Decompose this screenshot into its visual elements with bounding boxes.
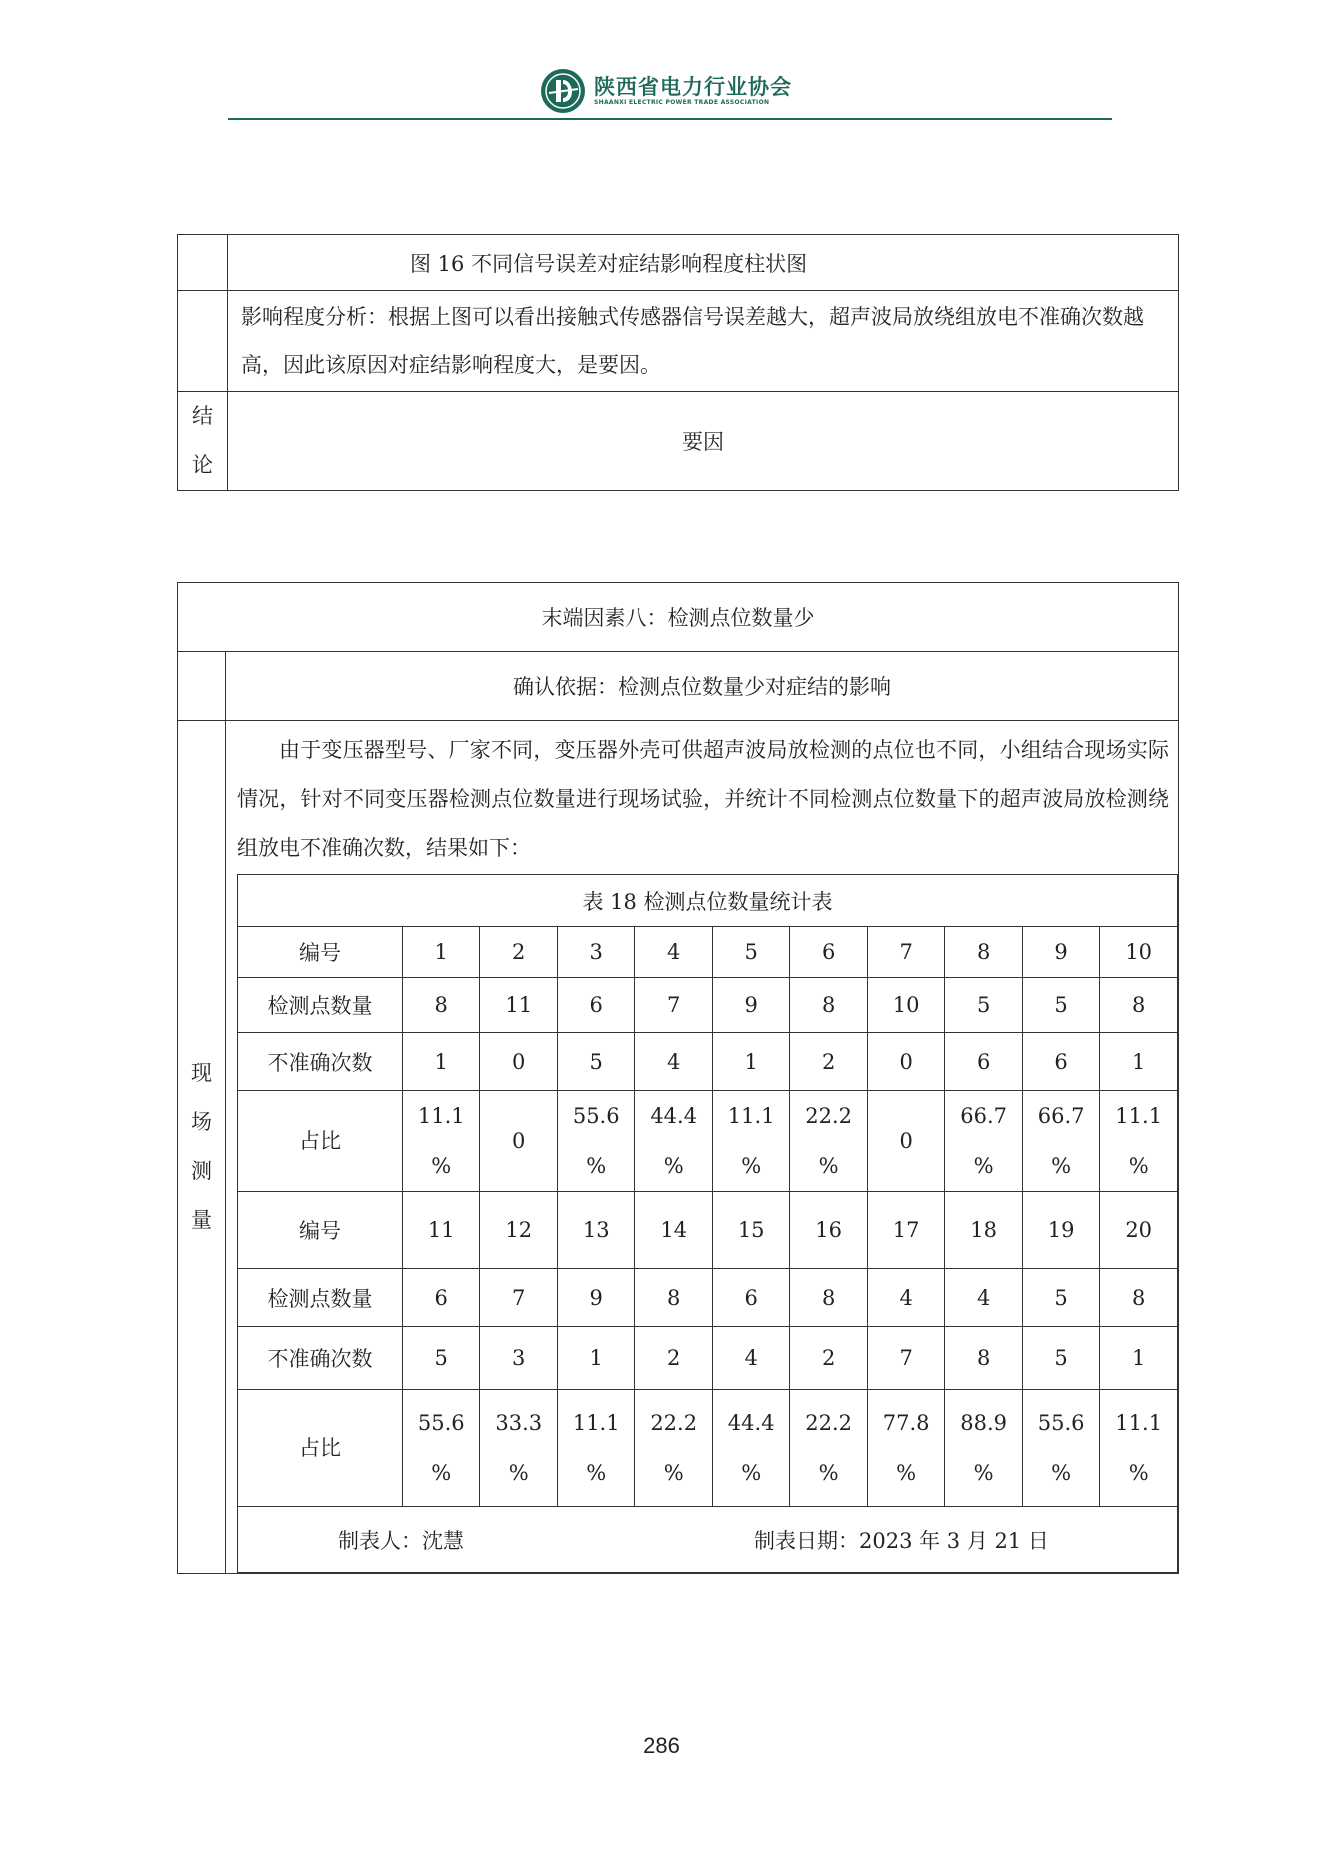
errors-cell: 0 — [480, 1033, 557, 1091]
id-cell: 12 — [480, 1192, 557, 1269]
id-cell: 9 — [1022, 927, 1099, 978]
ratio-cell: 11.1 % — [1100, 1091, 1178, 1192]
confirmation-basis: 确认依据：检测点位数量少对症结的影响 — [226, 652, 1179, 721]
points-cell: 8 — [790, 978, 867, 1033]
table-row — [238, 1327, 1178, 1390]
empty-cell — [178, 291, 228, 392]
id-cell: 15 — [712, 1192, 789, 1269]
errors-cell: 4 — [712, 1327, 789, 1390]
id-cell: 2 — [480, 927, 557, 978]
points-cell: 9 — [712, 978, 789, 1033]
row-label: 检测点数量 — [238, 1269, 403, 1327]
ratio-cell: 0 — [867, 1091, 944, 1192]
id-cell: 13 — [557, 1192, 634, 1269]
id-cell: 17 — [867, 1192, 944, 1269]
errors-cell: 2 — [635, 1327, 712, 1390]
points-cell: 7 — [480, 1269, 557, 1327]
id-cell: 20 — [1100, 1192, 1178, 1269]
errors-cell: 1 — [403, 1033, 480, 1091]
points-cell: 8 — [1100, 978, 1178, 1033]
row-label: 占比 — [238, 1091, 403, 1192]
row-label: 不准确次数 — [238, 1033, 403, 1091]
description-paragraph: 由于变压器型号、厂家不同，变压器外壳可供超声波局放检测的点位也不同，小组结合现场实际情况，针对不同变压器检测点位数量进行现场试验，并统计不同检测点位数量下的超声波局放检测绕组放电不准确次数，结果如下： — [237, 738, 1169, 860]
points-cell: 6 — [403, 1269, 480, 1327]
errors-cell: 2 — [790, 1033, 867, 1091]
detection-points-stats-table — [237, 874, 1178, 1573]
row-label: 编号 — [238, 927, 403, 978]
points-cell: 9 — [557, 1269, 634, 1327]
table-row — [238, 1269, 1178, 1327]
ratio-cell: 44.4 % — [635, 1091, 712, 1192]
id-cell: 18 — [945, 1192, 1022, 1269]
errors-cell: 1 — [557, 1327, 634, 1390]
end-factor-table — [177, 582, 1179, 1574]
ratio-cell: 66.7 % — [945, 1091, 1022, 1192]
errors-cell: 3 — [480, 1327, 557, 1390]
ratio-cell: 22.2 % — [635, 1390, 712, 1507]
table-row — [238, 927, 1178, 978]
ratio-cell: 88.9 % — [945, 1390, 1022, 1507]
errors-cell: 1 — [1100, 1033, 1178, 1091]
id-cell: 4 — [635, 927, 712, 978]
row-label: 检测点数量 — [238, 978, 403, 1033]
association-logo-icon — [540, 68, 586, 114]
errors-cell: 7 — [867, 1327, 944, 1390]
points-cell: 10 — [867, 978, 944, 1033]
page-number: 286 — [643, 1733, 680, 1758]
id-cell: 6 — [790, 927, 867, 978]
points-cell: 6 — [712, 1269, 789, 1327]
page-header — [540, 66, 792, 116]
ratio-cell: 77.8 % — [867, 1390, 944, 1507]
field-measurement-label — [178, 721, 226, 1574]
table-row — [238, 978, 1178, 1033]
points-cell: 5 — [1022, 978, 1099, 1033]
points-cell: 8 — [635, 1269, 712, 1327]
ratio-cell: 11.1 % — [712, 1091, 789, 1192]
row-label: 占比 — [238, 1390, 403, 1507]
errors-cell: 6 — [945, 1033, 1022, 1091]
field-measurement-text: 现 场 测 量 — [191, 1061, 212, 1232]
points-cell: 8 — [403, 978, 480, 1033]
table-date: 制表日期：2023 年 3 月 21 日 — [754, 1528, 1049, 1553]
id-cell: 16 — [790, 1192, 867, 1269]
id-cell: 1 — [403, 927, 480, 978]
id-cell: 5 — [712, 927, 789, 978]
conclusion-value: 要因 — [228, 392, 1179, 491]
table-row — [238, 1390, 1178, 1507]
ratio-cell: 22.2 % — [790, 1390, 867, 1507]
id-cell: 10 — [1100, 927, 1178, 978]
empty-cell — [178, 652, 226, 721]
points-cell: 6 — [557, 978, 634, 1033]
table-row — [238, 1091, 1178, 1192]
id-cell: 14 — [635, 1192, 712, 1269]
signature-row — [238, 1507, 1178, 1573]
table-caption: 表 18 检测点位数量统计表 — [238, 875, 1178, 927]
points-cell: 5 — [945, 978, 1022, 1033]
row-label: 不准确次数 — [238, 1327, 403, 1390]
ratio-cell: 66.7 % — [1022, 1091, 1099, 1192]
table-row — [238, 1033, 1178, 1091]
ratio-cell: 11.1 % — [1100, 1390, 1178, 1507]
errors-cell: 1 — [712, 1033, 789, 1091]
points-cell: 5 — [1022, 1269, 1099, 1327]
points-cell: 8 — [790, 1269, 867, 1327]
ratio-cell: 0 — [480, 1091, 557, 1192]
header-text — [594, 75, 792, 107]
points-cell: 4 — [867, 1269, 944, 1327]
ratio-cell: 11.1 % — [403, 1091, 480, 1192]
errors-cell: 5 — [557, 1033, 634, 1091]
errors-cell: 6 — [1022, 1033, 1099, 1091]
table-maker: 制表人：沈慧 — [338, 1528, 464, 1553]
impact-analysis: 影响程度分析：根据上图可以看出接触式传感器信号误差越大，超声波局放绕组放电不准确次数越高，因此该原因对症结影响程度大，是要因。 — [228, 291, 1179, 392]
ratio-cell: 55.6 % — [1022, 1390, 1099, 1507]
errors-cell: 5 — [403, 1327, 480, 1390]
org-name-en: SHAANXI ELECTRIC POWER TRADE ASSOCIATION — [594, 99, 770, 106]
id-cell: 7 — [867, 927, 944, 978]
points-cell: 11 — [480, 978, 557, 1033]
figure-caption: 图 16 不同信号误差对症结影响程度柱状图 — [228, 235, 1179, 291]
id-cell: 11 — [403, 1192, 480, 1269]
ratio-cell: 55.6 % — [557, 1091, 634, 1192]
errors-cell: 1 — [1100, 1327, 1178, 1390]
table-row — [238, 1192, 1178, 1269]
errors-cell: 2 — [790, 1327, 867, 1390]
id-cell: 19 — [1022, 1192, 1099, 1269]
ratio-cell: 33.3 % — [480, 1390, 557, 1507]
errors-cell: 5 — [1022, 1327, 1099, 1390]
empty-cell — [178, 235, 228, 291]
errors-cell: 8 — [945, 1327, 1022, 1390]
figure-analysis-table — [177, 234, 1179, 491]
id-cell: 8 — [945, 927, 1022, 978]
errors-cell: 0 — [867, 1033, 944, 1091]
ratio-cell: 22.2 % — [790, 1091, 867, 1192]
header-divider — [228, 118, 1112, 120]
org-name-cn: 陕西省电力行业协会 — [594, 75, 792, 99]
factor-title: 末端因素八：检测点位数量少 — [178, 583, 1179, 652]
points-cell: 4 — [945, 1269, 1022, 1327]
ratio-cell: 11.1 % — [557, 1390, 634, 1507]
field-measurement-body — [226, 721, 1179, 1574]
signature-cell — [238, 1507, 1178, 1573]
conclusion-label-text: 结 论 — [192, 404, 213, 477]
ratio-cell: 55.6 % — [403, 1390, 480, 1507]
points-cell: 7 — [635, 978, 712, 1033]
points-cell: 8 — [1100, 1269, 1178, 1327]
ratio-cell: 44.4 % — [712, 1390, 789, 1507]
id-cell: 3 — [557, 927, 634, 978]
conclusion-label — [178, 392, 228, 491]
errors-cell: 4 — [635, 1033, 712, 1091]
row-label: 编号 — [238, 1192, 403, 1269]
